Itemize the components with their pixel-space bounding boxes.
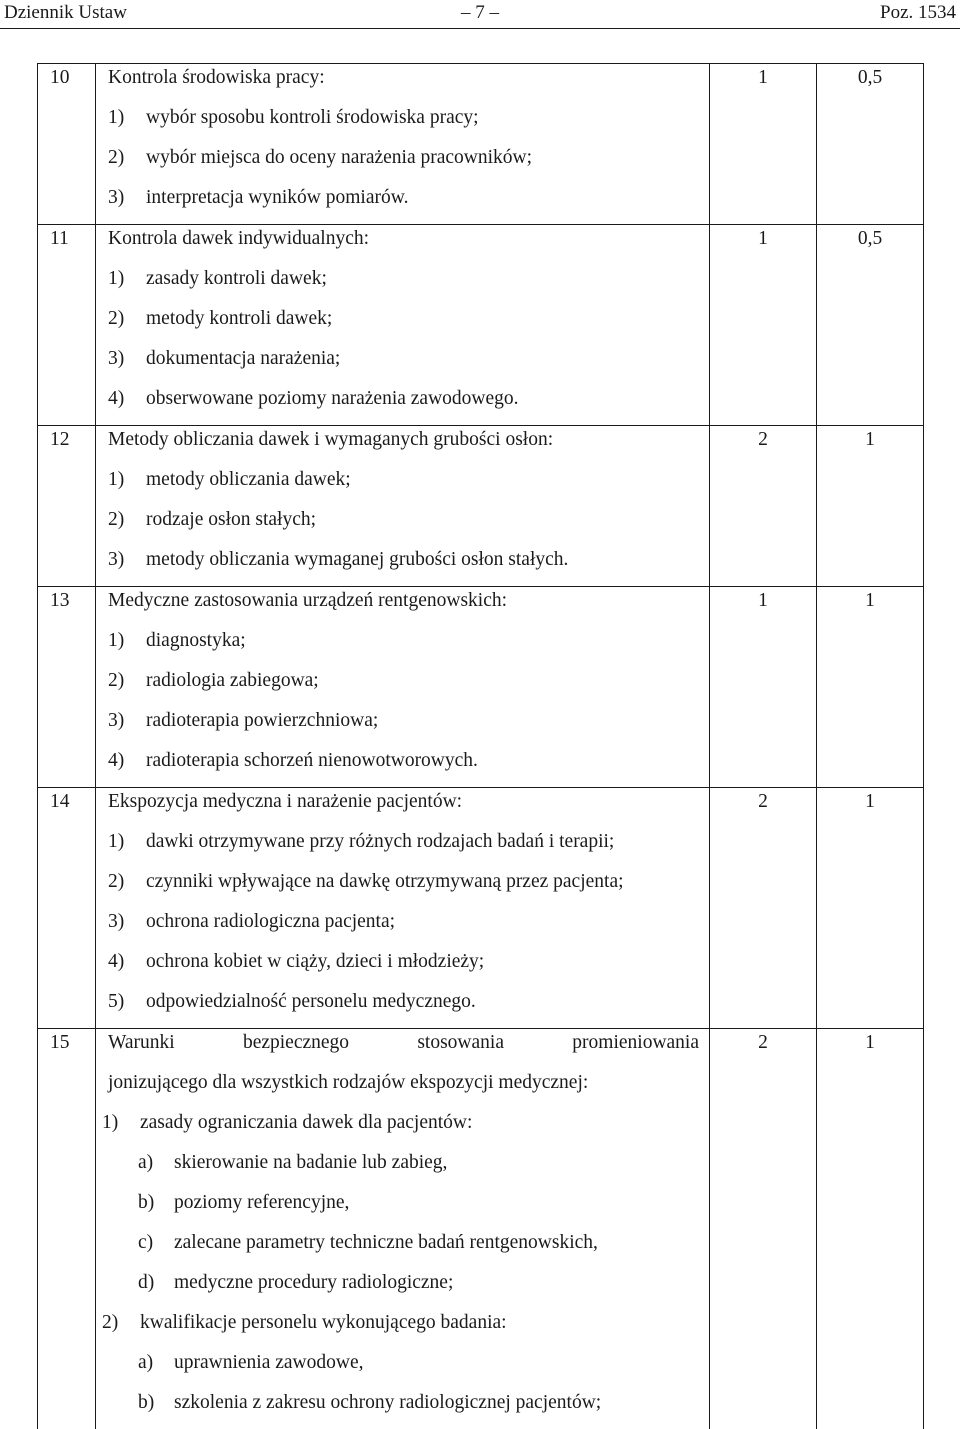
item-index: 3) (108, 348, 125, 369)
item-index: 3) (108, 187, 125, 208)
item-index: 2) (108, 871, 125, 892)
row-content-cell (96, 225, 710, 426)
item-index: 2) (108, 670, 125, 691)
sub-item-index: a) (138, 1352, 154, 1373)
list-item (108, 104, 699, 144)
value-cell-b (817, 788, 924, 1029)
row-title: Medyczne zastosowania urządzeń rentgenowskich: (108, 590, 508, 611)
value-a: 1 (758, 67, 768, 88)
sub-item-text: skierowanie na badanie lub zabieg, (174, 1152, 448, 1173)
row-content-cell (96, 426, 710, 587)
item-index: 3) (108, 549, 125, 570)
item-text: zasady ograniczania dawek dla pacjentów: (140, 1112, 473, 1133)
item-index: 4) (108, 951, 125, 972)
list-item (108, 948, 699, 988)
item-text: odpowiedzialność personelu medycznego. (146, 991, 476, 1012)
value-cell-b (817, 1029, 924, 1429)
item-text: zasady kontroli dawek; (146, 268, 327, 289)
sub-item-text: medyczne procedury radiologiczne; (174, 1272, 454, 1293)
item-text: dawki otrzymywane przy różnych rodzajach badań i terapii; (146, 831, 615, 852)
row-content-cell (96, 1029, 710, 1429)
table-row (38, 225, 924, 426)
list-item (102, 1109, 699, 1149)
item-index: 3) (108, 911, 125, 932)
sub-item (108, 1149, 699, 1189)
sub-item-text: zalecane parametry techniczne badań rentgenowskich, (174, 1232, 598, 1253)
item-index: 2) (108, 147, 125, 168)
item-index: 1) (108, 630, 125, 651)
table-row (38, 64, 924, 225)
sub-item (108, 1229, 699, 1269)
list-item (108, 828, 699, 868)
list-item (108, 305, 699, 345)
item-text: wybór miejsca do oceny narażenia pracowników; (146, 147, 533, 168)
item-index: 1) (108, 107, 125, 128)
page-number: – 7 – (461, 2, 499, 23)
row-content-cell (96, 64, 710, 225)
item-index: 2) (102, 1312, 119, 1333)
value-cell-a (710, 426, 817, 587)
list-item (108, 144, 699, 184)
row-title: Metody obliczania dawek i wymaganych grubości osłon: (108, 429, 554, 450)
value-b: 1 (865, 1032, 875, 1053)
sub-item (108, 1269, 699, 1309)
row-number: 13 (50, 590, 70, 611)
sub-item-text: poziomy referencyjne, (174, 1192, 350, 1213)
item-index: 1) (108, 268, 125, 289)
list-item (108, 506, 699, 546)
list-item (108, 747, 699, 787)
row-title: Ekspozycja medyczna i narażenie pacjentów: (108, 791, 463, 812)
value-b: 1 (865, 791, 875, 812)
row-number-cell (38, 788, 96, 1029)
item-text: radioterapia powierzchniowa; (146, 710, 379, 731)
item-text: kwalifikacje personelu wykonującego badania: (140, 1312, 507, 1333)
table-row (38, 1029, 924, 1429)
table-row (38, 788, 924, 1029)
item-index: 1) (108, 469, 125, 490)
value-a: 2 (758, 1032, 768, 1053)
sub-item-index: a) (138, 1152, 154, 1173)
list-item (108, 184, 699, 224)
header-rule (0, 28, 960, 29)
item-text: radioterapia schorzeń nienowotworowych. (146, 750, 478, 771)
item-index: 1) (108, 831, 125, 852)
list-item (108, 466, 699, 506)
table-row (38, 426, 924, 587)
item-index: 4) (108, 388, 125, 409)
item-text: diagnostyka; (146, 630, 246, 651)
list-item (108, 707, 699, 747)
item-text: ochrona radiologiczna pacjenta; (146, 911, 396, 932)
value-a: 2 (758, 429, 768, 450)
journal-title: Dziennik Ustaw (4, 2, 127, 23)
item-index: 3) (108, 710, 125, 731)
table-row (38, 587, 924, 788)
value-cell-b (817, 64, 924, 225)
page-header (0, 0, 960, 30)
sub-item (108, 1389, 699, 1429)
row-number: 11 (50, 228, 69, 249)
sub-item-index: c) (138, 1232, 154, 1253)
sub-item-index: b) (138, 1192, 155, 1213)
sub-item (108, 1349, 699, 1389)
row-number: 15 (50, 1032, 70, 1053)
value-b: 1 (865, 429, 875, 450)
item-text: ochrona kobiet w ciąży, dzieci i młodzieży; (146, 951, 485, 972)
item-index: 2) (108, 308, 125, 329)
item-text: metody kontroli dawek; (146, 308, 333, 329)
item-index: 4) (108, 750, 125, 771)
row-title-continued: jonizującego dla wszystkich rodzajów ekspozycji medycznej: (108, 1072, 589, 1093)
sub-item (108, 1189, 699, 1229)
row-number-cell (38, 426, 96, 587)
row-content-cell (96, 788, 710, 1029)
sub-item-index: d) (138, 1272, 155, 1293)
item-index: 2) (108, 509, 125, 530)
item-index: 5) (108, 991, 125, 1012)
value-b: 1 (865, 590, 875, 611)
value-cell-b (817, 426, 924, 587)
list-item (108, 627, 699, 667)
list-item (108, 868, 699, 908)
list-item (108, 385, 699, 425)
value-a: 1 (758, 590, 768, 611)
row-number: 14 (50, 791, 70, 812)
value-b: 0,5 (857, 67, 883, 88)
row-title: Kontrola dawek indywidualnych: (108, 228, 370, 249)
item-text: rodzaje osłon stałych; (146, 509, 317, 530)
value-cell-a (710, 1029, 817, 1429)
row-number: 10 (50, 67, 70, 88)
item-text: interpretacja wyników pomiarów. (146, 187, 409, 208)
list-item (108, 345, 699, 385)
item-text: wybór sposobu kontroli środowiska pracy; (146, 107, 479, 128)
value-cell-a (710, 225, 817, 426)
row-content-cell (96, 587, 710, 788)
row-number: 12 (50, 429, 70, 450)
item-text: dokumentacja narażenia; (146, 348, 341, 369)
list-item (108, 546, 699, 586)
item-text: obserwowane poziomy narażenia zawodowego. (146, 388, 519, 409)
position-number: Poz. 1534 (880, 2, 956, 23)
item-text: radiologia zabiegowa; (146, 670, 319, 691)
item-text: metody obliczania dawek; (146, 469, 351, 490)
sub-item-index: b) (138, 1392, 155, 1413)
list-item (108, 667, 699, 707)
value-cell-a (710, 587, 817, 788)
value-a: 1 (758, 228, 768, 249)
list-item (108, 265, 699, 305)
value-b: 0,5 (857, 228, 883, 249)
curriculum-table (37, 63, 924, 1429)
list-item (102, 1309, 699, 1349)
row-title: Warunki bezpiecznego stosowania promieniowania (108, 1032, 699, 1053)
sub-item-text: szkolenia z zakresu ochrony radiologicznej pacjentów; (174, 1392, 602, 1413)
value-cell-a (710, 788, 817, 1029)
item-text: metody obliczania wymaganej grubości osłon stałych. (146, 549, 569, 570)
value-a: 2 (758, 791, 768, 812)
row-number-cell (38, 64, 96, 225)
value-cell-b (817, 587, 924, 788)
row-number-cell (38, 587, 96, 788)
item-text: czynniki wpływające na dawkę otrzymywaną przez pacjenta; (146, 871, 624, 892)
value-cell-b (817, 225, 924, 426)
row-number-cell (38, 225, 96, 426)
value-cell-a (710, 64, 817, 225)
list-item (108, 908, 699, 948)
sub-item-text: uprawnienia zawodowe, (174, 1352, 364, 1373)
row-title: Kontrola środowiska pracy: (108, 67, 325, 88)
item-index: 1) (102, 1112, 119, 1133)
row-number-cell (38, 1029, 96, 1429)
list-item (108, 988, 699, 1028)
